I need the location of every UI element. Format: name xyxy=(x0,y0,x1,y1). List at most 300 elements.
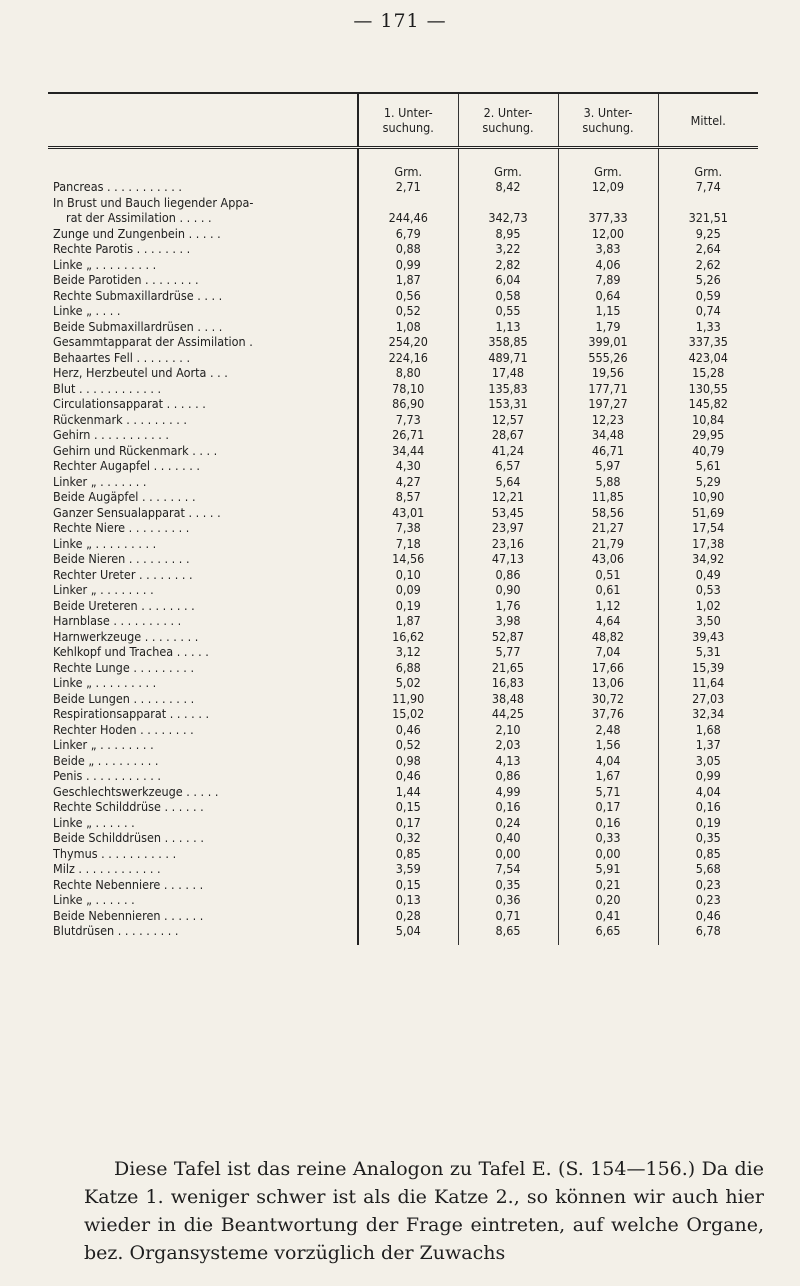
unit-cell: Grm. xyxy=(658,148,758,180)
organ-label: Rechter Augapfel . . . . . . . xyxy=(53,458,200,474)
value-cell: 8,80 xyxy=(358,365,458,381)
value-cell: 37,76 xyxy=(558,706,658,722)
column-header-line: 1. Unter- xyxy=(383,105,433,120)
value-cell: 15,02 xyxy=(358,706,458,722)
organ-label: Beide „ . . . . . . . . . xyxy=(53,752,159,768)
organ-label: Beide Nebennieren . . . . . . xyxy=(53,907,204,923)
value-cell: 0,17 xyxy=(558,799,658,815)
value-cell: 14,56 xyxy=(358,551,458,567)
value-cell: 4,04 xyxy=(558,753,658,769)
table-row xyxy=(48,303,758,319)
value-cell: 16,83 xyxy=(458,675,558,691)
organ-label: Linke „ . . . . xyxy=(53,303,121,319)
table-row xyxy=(48,365,758,381)
column-header-line: Mittel. xyxy=(690,112,726,128)
value-cell: 6,65 xyxy=(558,923,658,945)
value-cell: 58,56 xyxy=(558,505,658,521)
value-cell: 38,48 xyxy=(458,691,558,707)
value-cell: 3,05 xyxy=(658,753,758,769)
value-cell: 0,99 xyxy=(658,768,758,784)
value-cell: 4,99 xyxy=(458,784,558,800)
value-cell: 30,72 xyxy=(558,691,658,707)
table-row xyxy=(48,923,758,945)
value-cell: 1,13 xyxy=(458,319,558,335)
organ-label: Behaartes Fell . . . . . . . . xyxy=(53,349,191,365)
value-cell: 0,98 xyxy=(358,753,458,769)
value-cell: 5,97 xyxy=(558,458,658,474)
value-cell: 0,46 xyxy=(658,908,758,924)
organ-label: Rechte Parotis . . . . . . . . xyxy=(53,241,191,257)
organ-label: Gehirn und Rückenmark . . . . xyxy=(53,442,218,458)
value-cell: 224,16 xyxy=(358,350,458,366)
value-cell: 11,90 xyxy=(358,691,458,707)
value-cell: 11,85 xyxy=(558,489,658,505)
table-row xyxy=(48,505,758,521)
organ-label: Herz, Herzbeutel und Aorta . . . xyxy=(53,365,228,381)
organ-label: Rechter Hoden . . . . . . . . xyxy=(53,721,194,737)
organ-label: Linke „ . . . . . . xyxy=(53,892,135,908)
value-cell: 1,02 xyxy=(658,598,758,614)
column-header-3 xyxy=(558,94,658,148)
value-cell: 0,00 xyxy=(458,846,558,862)
value-cell: 46,71 xyxy=(558,443,658,459)
value-cell: 0,55 xyxy=(458,303,558,319)
column-header-line: 3. Unter- xyxy=(583,105,633,120)
value-cell: 17,48 xyxy=(458,365,558,381)
organ-label: Rechte Schilddrüse . . . . . . xyxy=(53,799,204,815)
value-cell: 0,20 xyxy=(558,892,658,908)
value-cell: 0,64 xyxy=(558,288,658,304)
value-cell: 2,48 xyxy=(558,722,658,738)
value-cell: 34,44 xyxy=(358,443,458,459)
value-cell: 9,25 xyxy=(658,226,758,242)
value-cell: 5,91 xyxy=(558,861,658,877)
organ-label: Beide Schilddrüsen . . . . . . xyxy=(53,830,204,846)
value-cell: 21,79 xyxy=(558,536,658,552)
value-cell: 0,13 xyxy=(358,892,458,908)
organ-label: Beide Augäpfel . . . . . . . . xyxy=(53,489,196,505)
table-body xyxy=(48,148,758,945)
organ-label: Rückenmark . . . . . . . . . xyxy=(53,411,187,427)
value-cell: 51,69 xyxy=(658,505,758,521)
value-cell: 7,18 xyxy=(358,536,458,552)
column-header-line: suchung. xyxy=(482,120,534,135)
value-cell xyxy=(358,195,458,211)
value-cell: 43,01 xyxy=(358,505,458,521)
table-row xyxy=(48,489,758,505)
value-cell: 358,85 xyxy=(458,334,558,350)
organ-label: Kehlkopf und Trachea . . . . . xyxy=(53,644,209,660)
value-cell: 5,26 xyxy=(658,272,758,288)
value-cell: 34,92 xyxy=(658,551,758,567)
value-cell: 0,16 xyxy=(458,799,558,815)
value-cell: 2,64 xyxy=(658,241,758,257)
organ-label: Circulationsapparat . . . . . . xyxy=(53,396,206,412)
value-cell: 0,21 xyxy=(558,877,658,893)
value-cell: 19,56 xyxy=(558,365,658,381)
value-cell: 130,55 xyxy=(658,381,758,397)
organ-label: Rechte Nebenniere . . . . . . xyxy=(53,876,204,892)
value-cell: 3,22 xyxy=(458,241,558,257)
table-row xyxy=(48,768,758,784)
table-row xyxy=(48,443,758,459)
value-cell: 5,64 xyxy=(458,474,558,490)
organ-label: Gehirn . . . . . . . . . . . xyxy=(53,427,169,443)
value-cell: 0,36 xyxy=(458,892,558,908)
table-row xyxy=(48,908,758,924)
value-cell: 6,78 xyxy=(658,923,758,945)
organ-label: Blutdrüsen . . . . . . . . . xyxy=(53,923,179,939)
organ-label: Linker „ . . . . . . . . xyxy=(53,737,154,753)
unit-cell: Grm. xyxy=(558,148,658,180)
value-cell: 1,15 xyxy=(558,303,658,319)
value-cell: 1,79 xyxy=(558,319,658,335)
value-cell: 7,54 xyxy=(458,861,558,877)
value-cell: 16,62 xyxy=(358,629,458,645)
organ-label: Beide Parotiden . . . . . . . . xyxy=(53,272,199,288)
organ-label: Beide Nieren . . . . . . . . . xyxy=(53,551,190,567)
value-cell: 1,87 xyxy=(358,272,458,288)
value-cell: 0,40 xyxy=(458,830,558,846)
value-cell: 32,34 xyxy=(658,706,758,722)
value-cell: 7,74 xyxy=(658,179,758,195)
value-cell: 0,90 xyxy=(458,582,558,598)
value-cell: 5,31 xyxy=(658,644,758,660)
value-cell: 0,49 xyxy=(658,567,758,583)
value-cell: 2,71 xyxy=(358,179,458,195)
value-cell: 0,16 xyxy=(658,799,758,815)
value-cell: 1,67 xyxy=(558,768,658,784)
value-cell: 7,38 xyxy=(358,520,458,536)
value-cell: 5,68 xyxy=(658,861,758,877)
organ-label: Linke „ . . . . . . . . . xyxy=(53,535,157,551)
value-cell: 47,13 xyxy=(458,551,558,567)
table-row xyxy=(48,784,758,800)
organ-label: Penis . . . . . . . . . . . xyxy=(53,768,161,784)
value-cell: 4,30 xyxy=(358,458,458,474)
value-cell: 3,50 xyxy=(658,613,758,629)
value-cell: 11,64 xyxy=(658,675,758,691)
table-row xyxy=(48,567,758,583)
table-row xyxy=(48,396,758,412)
value-cell: 0,19 xyxy=(358,598,458,614)
organ-label: rat der Assimilation . . . . . xyxy=(66,210,212,226)
value-cell: 337,35 xyxy=(658,334,758,350)
value-cell: 0,15 xyxy=(358,877,458,893)
body-text xyxy=(84,1155,764,1267)
units-row xyxy=(48,148,758,180)
value-cell: 321,51 xyxy=(658,210,758,226)
value-cell: 4,64 xyxy=(558,613,658,629)
value-cell: 21,65 xyxy=(458,660,558,676)
value-cell: 39,43 xyxy=(658,629,758,645)
value-cell: 244,46 xyxy=(358,210,458,226)
value-cell: 0,10 xyxy=(358,567,458,583)
value-cell: 5,29 xyxy=(658,474,758,490)
value-cell: 12,00 xyxy=(558,226,658,242)
table-row xyxy=(48,257,758,273)
value-cell: 1,12 xyxy=(558,598,658,614)
value-cell: 78,10 xyxy=(358,381,458,397)
value-cell: 23,16 xyxy=(458,536,558,552)
value-cell: 4,04 xyxy=(658,784,758,800)
value-cell: 0,74 xyxy=(658,303,758,319)
value-cell: 0,19 xyxy=(658,815,758,831)
value-cell: 555,26 xyxy=(558,350,658,366)
organ-label: Thymus . . . . . . . . . . . xyxy=(53,845,177,861)
organ-label: Rechte Submaxillardrüse . . . . xyxy=(53,287,223,303)
organ-label: Zunge und Zungenbein . . . . . xyxy=(53,225,221,241)
body-paragraph: Diese Tafel ist das reine Analogon zu Tafel E. (S. 154—156.) Da die Katze 1. weniger schwer ist als die Katze 2., so können wir auch hier wieder in die Beantwortung der Frage eintreten, auf welche Organe, bez. Organsysteme vorzüglich der Zuwachs xyxy=(84,1158,764,1264)
value-cell: 17,66 xyxy=(558,660,658,676)
organ-label: Linke „ . . . . . . . . . xyxy=(53,675,157,691)
column-header-1 xyxy=(358,94,458,148)
units-blank xyxy=(48,148,358,180)
value-cell: 7,04 xyxy=(558,644,658,660)
value-cell: 43,06 xyxy=(558,551,658,567)
table-row xyxy=(48,319,758,335)
value-cell: 0,16 xyxy=(558,815,658,831)
table-row xyxy=(48,799,758,815)
value-cell: 3,83 xyxy=(558,241,658,257)
table-row xyxy=(48,226,758,242)
value-cell: 23,97 xyxy=(458,520,558,536)
table-row xyxy=(48,195,758,211)
value-cell: 40,79 xyxy=(658,443,758,459)
value-cell: 15,28 xyxy=(658,365,758,381)
table-row xyxy=(48,520,758,536)
value-cell: 0,86 xyxy=(458,768,558,784)
value-cell: 254,20 xyxy=(358,334,458,350)
value-cell: 7,73 xyxy=(358,412,458,428)
unit-cell: Grm. xyxy=(358,148,458,180)
value-cell: 10,90 xyxy=(658,489,758,505)
value-cell: 0,32 xyxy=(358,830,458,846)
value-cell: 5,88 xyxy=(558,474,658,490)
value-cell: 5,61 xyxy=(658,458,758,474)
value-cell: 1,37 xyxy=(658,737,758,753)
table-row xyxy=(48,644,758,660)
organ-label: Harnblase . . . . . . . . . . xyxy=(53,613,182,629)
table-row xyxy=(48,629,758,645)
value-cell: 44,25 xyxy=(458,706,558,722)
value-cell: 177,71 xyxy=(558,381,658,397)
column-header-4 xyxy=(658,94,758,148)
value-cell: 5,77 xyxy=(458,644,558,660)
organ-label: Respirationsapparat . . . . . . xyxy=(53,706,210,722)
value-cell: 0,53 xyxy=(658,582,758,598)
value-cell: 0,99 xyxy=(358,257,458,273)
value-cell: 41,24 xyxy=(458,443,558,459)
unit-cell: Grm. xyxy=(458,148,558,180)
table-row xyxy=(48,536,758,552)
value-cell xyxy=(558,195,658,211)
value-cell: 0,23 xyxy=(658,877,758,893)
table-row xyxy=(48,675,758,691)
value-cell: 52,87 xyxy=(458,629,558,645)
table-row xyxy=(48,474,758,490)
value-cell: 0,71 xyxy=(458,908,558,924)
table-row xyxy=(48,892,758,908)
value-cell: 6,79 xyxy=(358,226,458,242)
value-cell: 8,57 xyxy=(358,489,458,505)
value-cell: 86,90 xyxy=(358,396,458,412)
table-row xyxy=(48,660,758,676)
organ-label: Pancreas . . . . . . . . . . . xyxy=(53,179,182,195)
organ-label: Beide Submaxillardrüsen . . . . xyxy=(53,318,223,334)
table-row xyxy=(48,846,758,862)
value-cell: 1,87 xyxy=(358,613,458,629)
table-row xyxy=(48,288,758,304)
value-cell: 2,03 xyxy=(458,737,558,753)
value-cell: 8,95 xyxy=(458,226,558,242)
value-cell: 0,00 xyxy=(558,846,658,862)
value-cell: 6,88 xyxy=(358,660,458,676)
value-cell: 5,71 xyxy=(558,784,658,800)
organ-label: Geschlechtswerkzeuge . . . . . xyxy=(53,783,219,799)
organ-label: Milz . . . . . . . . . . . . xyxy=(53,861,161,877)
value-cell: 26,71 xyxy=(358,427,458,443)
value-cell: 0,85 xyxy=(658,846,758,862)
table-header-row xyxy=(48,94,758,148)
value-cell: 1,33 xyxy=(658,319,758,335)
value-cell: 0,85 xyxy=(358,846,458,862)
value-cell: 4,06 xyxy=(558,257,658,273)
organ-label: Blut . . . . . . . . . . . . xyxy=(53,380,162,396)
column-header-line: 2. Unter- xyxy=(483,105,533,120)
value-cell: 0,86 xyxy=(458,567,558,583)
value-cell: 3,59 xyxy=(358,861,458,877)
organ-label: Rechte Niere . . . . . . . . . xyxy=(53,520,190,536)
value-cell: 5,04 xyxy=(358,923,458,945)
value-cell: 197,27 xyxy=(558,396,658,412)
value-cell: 3,12 xyxy=(358,644,458,660)
table-row xyxy=(48,241,758,257)
value-cell: 1,76 xyxy=(458,598,558,614)
value-cell: 423,04 xyxy=(658,350,758,366)
value-cell: 17,38 xyxy=(658,536,758,552)
organ-label: Gesammtapparat der Assimilation . xyxy=(53,334,253,350)
value-cell: 6,04 xyxy=(458,272,558,288)
table-row xyxy=(48,350,758,366)
column-header-line: suchung. xyxy=(582,120,634,135)
table-row xyxy=(48,830,758,846)
value-cell: 1,56 xyxy=(558,737,658,753)
value-cell: 15,39 xyxy=(658,660,758,676)
value-cell: 27,03 xyxy=(658,691,758,707)
organ-label: Linke „ . . . . . . . . . xyxy=(53,256,157,272)
organ-label: Harnwerkzeuge . . . . . . . . xyxy=(53,628,199,644)
value-cell: 342,73 xyxy=(458,210,558,226)
organ-label: Rechter Ureter . . . . . . . . xyxy=(53,566,193,582)
value-cell: 489,71 xyxy=(458,350,558,366)
table-row xyxy=(48,861,758,877)
value-cell: 399,01 xyxy=(558,334,658,350)
table-row xyxy=(48,737,758,753)
table-row xyxy=(48,381,758,397)
value-cell: 0,15 xyxy=(358,799,458,815)
organ-weight-table xyxy=(48,92,758,945)
column-header-2 xyxy=(458,94,558,148)
organ-label: In Brust und Bauch liegender Appa- xyxy=(53,194,254,210)
organ-label: Beide Ureteren . . . . . . . . xyxy=(53,597,195,613)
value-cell: 0,52 xyxy=(358,737,458,753)
value-cell: 0,61 xyxy=(558,582,658,598)
value-cell: 7,89 xyxy=(558,272,658,288)
value-cell: 4,13 xyxy=(458,753,558,769)
table-row xyxy=(48,210,758,226)
value-cell: 0,51 xyxy=(558,567,658,583)
table-row xyxy=(48,691,758,707)
value-cell: 0,35 xyxy=(658,830,758,846)
table-row xyxy=(48,815,758,831)
value-cell: 4,27 xyxy=(358,474,458,490)
table-row xyxy=(48,753,758,769)
organ-label: Ganzer Sensualapparat . . . . . xyxy=(53,504,221,520)
organ-label: Linker „ . . . . . . . xyxy=(53,473,147,489)
value-cell: 0,46 xyxy=(358,768,458,784)
value-cell: 135,83 xyxy=(458,381,558,397)
table-row xyxy=(48,877,758,893)
table-row xyxy=(48,551,758,567)
value-cell: 12,57 xyxy=(458,412,558,428)
table-row xyxy=(48,706,758,722)
value-cell: 0,88 xyxy=(358,241,458,257)
value-cell: 53,45 xyxy=(458,505,558,521)
value-cell: 0,28 xyxy=(358,908,458,924)
value-cell: 34,48 xyxy=(558,427,658,443)
organ-weight-table-container xyxy=(48,92,758,945)
table-row xyxy=(48,334,758,350)
value-cell: 28,67 xyxy=(458,427,558,443)
value-cell: 6,57 xyxy=(458,458,558,474)
value-cell: 13,06 xyxy=(558,675,658,691)
table-row xyxy=(48,272,758,288)
organ-label: Rechte Lunge . . . . . . . . . xyxy=(53,659,195,675)
table-row xyxy=(48,722,758,738)
table-row xyxy=(48,427,758,443)
value-cell: 29,95 xyxy=(658,427,758,443)
value-cell: 0,58 xyxy=(458,288,558,304)
value-cell: 0,24 xyxy=(458,815,558,831)
value-cell: 1,44 xyxy=(358,784,458,800)
value-cell: 145,82 xyxy=(658,396,758,412)
value-cell: 17,54 xyxy=(658,520,758,536)
value-cell: 153,31 xyxy=(458,396,558,412)
table-header-blank xyxy=(48,94,358,148)
value-cell: 5,02 xyxy=(358,675,458,691)
value-cell: 21,27 xyxy=(558,520,658,536)
organ-label: Linker „ . . . . . . . . xyxy=(53,582,154,598)
value-cell: 0,52 xyxy=(358,303,458,319)
table-row xyxy=(48,412,758,428)
value-cell: 10,84 xyxy=(658,412,758,428)
value-cell: 3,98 xyxy=(458,613,558,629)
value-cell: 48,82 xyxy=(558,629,658,645)
table-row xyxy=(48,598,758,614)
value-cell: 12,21 xyxy=(458,489,558,505)
value-cell: 1,68 xyxy=(658,722,758,738)
page-number: — 171 — xyxy=(353,10,447,32)
value-cell: 1,08 xyxy=(358,319,458,335)
value-cell: 0,46 xyxy=(358,722,458,738)
value-cell: 2,10 xyxy=(458,722,558,738)
table-row xyxy=(48,179,758,195)
organ-label: Beide Lungen . . . . . . . . . xyxy=(53,690,195,706)
table-row xyxy=(48,582,758,598)
column-header-line: suchung. xyxy=(382,120,434,135)
value-cell: 0,59 xyxy=(658,288,758,304)
